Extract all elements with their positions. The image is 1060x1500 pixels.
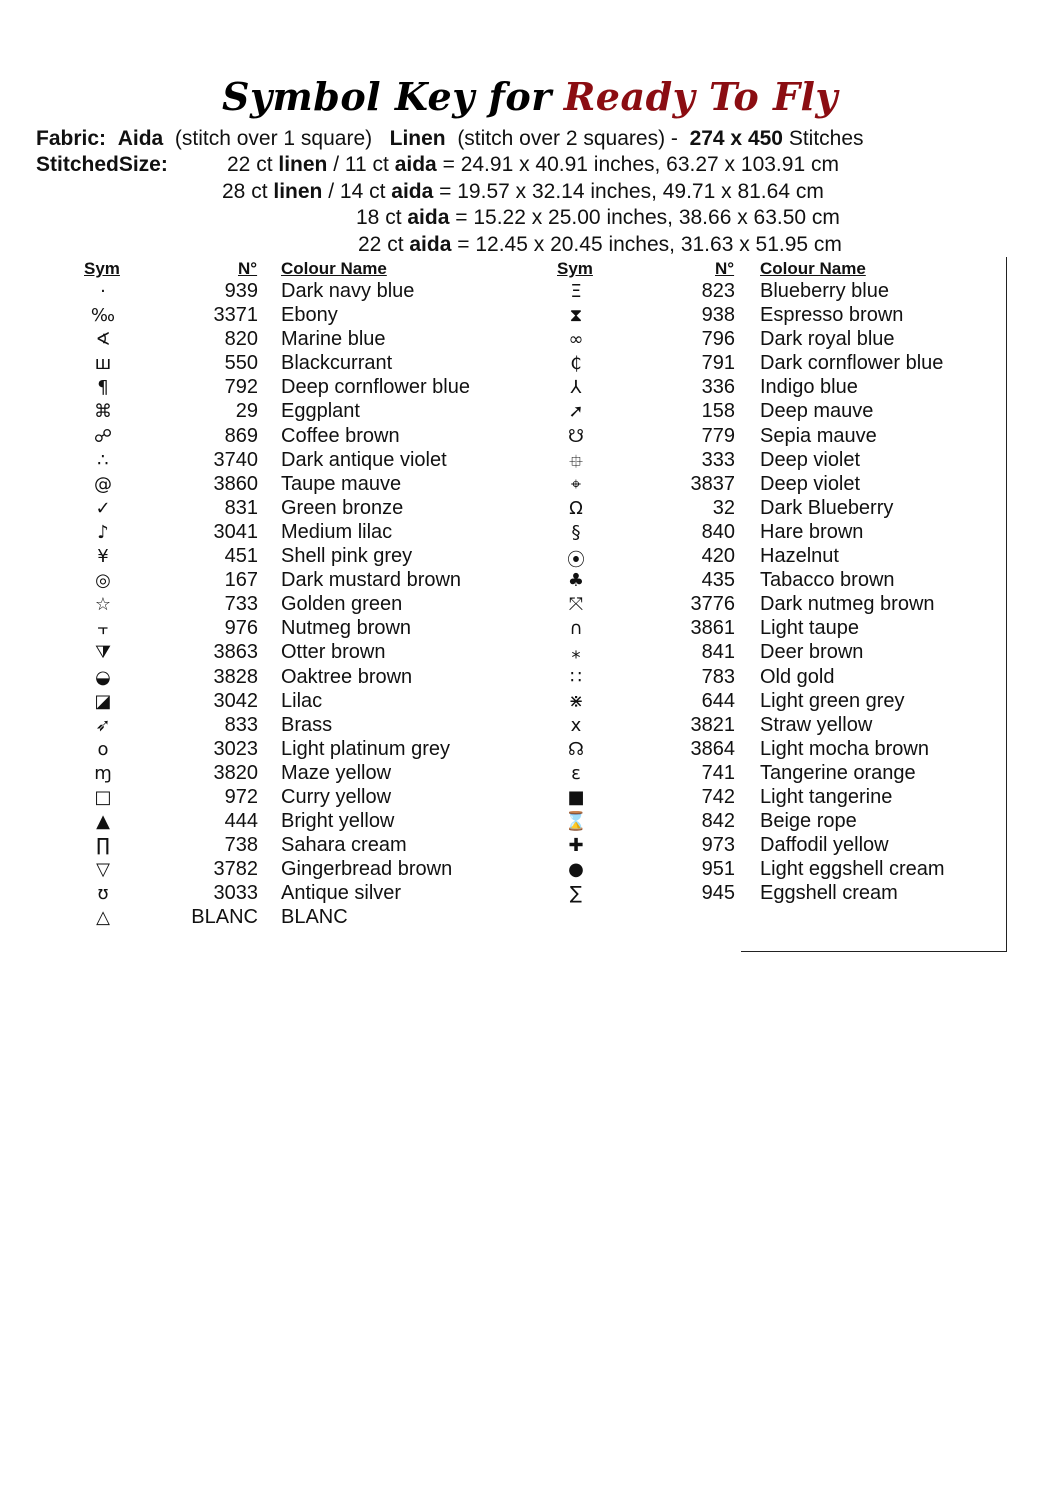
fabric-linen: Linen <box>389 127 446 150</box>
symbol-icon: ⌖ <box>570 473 582 495</box>
colour-name: Brass <box>281 713 333 736</box>
colour-name: Dark royal blue <box>760 328 895 351</box>
legend-row <box>556 569 1026 593</box>
legend-row <box>556 666 1026 690</box>
floss-number: 3023 <box>213 737 258 760</box>
legend-row <box>556 521 1026 545</box>
legend-row <box>83 738 553 762</box>
symbol-icon: ● <box>568 859 584 881</box>
symbol-icon: ⋇ <box>568 690 584 712</box>
colour-name: Dark navy blue <box>281 280 415 302</box>
header-sym-left: Sym <box>84 259 120 278</box>
colour-name: Tangerine orange <box>760 761 916 784</box>
symbol-icon: ⤧ <box>568 594 584 616</box>
symbol-icon: ⯐ <box>569 451 583 473</box>
legend-row <box>556 810 1026 834</box>
legend-row <box>556 593 1026 617</box>
floss-number: 435 <box>701 569 735 592</box>
legend-row <box>556 882 1026 906</box>
legend-row <box>556 449 1026 473</box>
legend-row <box>556 473 1026 497</box>
symbol-icon: ∞ <box>568 329 584 351</box>
stitch-word: Stitches <box>788 127 864 150</box>
symbol-icon: △ <box>96 907 110 929</box>
floss-number: 158 <box>701 400 735 423</box>
floss-number: 820 <box>224 328 258 351</box>
legend-row <box>83 666 553 690</box>
floss-number: 840 <box>701 520 735 543</box>
header-name-left: Colour Name <box>281 259 387 278</box>
colour-name: Dark cornflower blue <box>760 352 944 375</box>
table-right-border <box>1006 257 1007 952</box>
colour-name: Deep mauve <box>760 400 874 423</box>
colour-name: Taupe mauve <box>281 472 402 495</box>
stitched-size-label: StitchedSize: <box>36 153 168 176</box>
header-num-left: N° <box>238 259 258 278</box>
floss-number: 869 <box>224 424 258 447</box>
symbol-icon: o <box>97 738 109 760</box>
colour-name: Hazelnut <box>760 545 839 568</box>
floss-number: 3782 <box>213 858 258 881</box>
floss-number: 3837 <box>690 472 735 495</box>
stitch-count: 274 x 450 <box>689 127 783 150</box>
legend-row <box>556 545 1026 572</box>
symbol-icon: ◎ <box>95 570 111 592</box>
symbol-icon: ➶ <box>95 714 111 736</box>
fabric-aida: Aida <box>117 127 164 150</box>
symbol-icon: ⧩ <box>94 642 112 664</box>
legend-row <box>83 304 553 328</box>
symbol-icon: § <box>571 521 581 543</box>
floss-number: 742 <box>701 785 735 808</box>
pattern-name: Ready To Fly <box>563 74 838 119</box>
legend-row <box>556 786 1026 810</box>
legend-row <box>83 473 553 497</box>
colour-name: Nutmeg brown <box>281 617 412 640</box>
symbol-icon: ∏ <box>96 835 110 857</box>
symbol-icon: ♪ <box>97 521 109 543</box>
floss-number: 3863 <box>213 641 258 664</box>
symbol-icon: ш <box>94 353 112 375</box>
colour-name: Antique silver <box>281 882 402 905</box>
floss-number: 3033 <box>213 882 258 905</box>
stitched-size-line-4: 22 ct aida = 12.45 x 20.45 inches, 31.63 x 51.95 cm <box>358 233 842 256</box>
floss-number: 738 <box>224 834 258 857</box>
legend-row <box>556 280 1026 304</box>
legend-row <box>556 617 1026 641</box>
header-name-right: Colour Name <box>760 259 866 278</box>
floss-number: 976 <box>224 617 258 640</box>
symbol-icon: · <box>100 281 106 302</box>
colour-name: Light green grey <box>760 689 905 712</box>
legend-row <box>83 425 553 449</box>
colour-name: Deep violet <box>760 472 861 495</box>
title-prefix: Symbol Key for <box>222 74 552 119</box>
stitched-size-line-1: 22 ct linen / 11 ct aida = 24.91 x 40.91 inches, 63.27 x 103.91 cm <box>227 153 839 176</box>
floss-number: 945 <box>701 882 735 905</box>
colour-name: Otter brown <box>281 641 386 664</box>
symbol-icon: ⫟ <box>97 618 109 640</box>
legend-row <box>83 280 553 304</box>
legend-row <box>556 690 1026 714</box>
symbol-icon: @ <box>94 473 112 495</box>
colour-name: Eggshell cream <box>760 882 898 905</box>
floss-number: 3828 <box>213 665 258 688</box>
legend-row <box>83 376 553 400</box>
colour-name: Beige rope <box>760 810 857 833</box>
symbol-icon: ɛ <box>571 762 581 784</box>
symbol-icon: ■ <box>567 786 585 808</box>
colour-name: Lilac <box>281 689 323 712</box>
colour-name: Deer brown <box>760 641 864 664</box>
legend-row <box>556 834 1026 858</box>
colour-name: Light tangerine <box>760 785 893 808</box>
colour-name: Medium lilac <box>281 520 393 543</box>
symbol-icon: ⌘ <box>94 401 112 423</box>
symbol-icon: ✓ <box>95 497 111 519</box>
legend-row <box>556 641 1026 665</box>
colour-name: Curry yellow <box>281 785 392 808</box>
colour-name: Oaktree brown <box>281 665 413 688</box>
floss-number: BLANC <box>191 906 258 929</box>
floss-number: 420 <box>701 545 735 568</box>
floss-number: 3041 <box>213 520 258 543</box>
floss-number: 972 <box>224 785 258 808</box>
legend-row <box>556 328 1026 352</box>
symbol-icon: ➚ <box>568 401 584 423</box>
floss-number: 3371 <box>213 304 258 327</box>
floss-number: 841 <box>701 641 735 664</box>
colour-name: Light taupe <box>760 617 859 640</box>
legend-row <box>83 497 553 521</box>
floss-number: 333 <box>701 448 735 471</box>
legend-row <box>556 762 1026 786</box>
legend-row <box>556 400 1026 424</box>
floss-number: 842 <box>701 810 735 833</box>
symbol-icon: ☋ <box>568 425 584 447</box>
colour-name: Marine blue <box>281 328 386 351</box>
symbol-icon: □ <box>94 786 112 808</box>
symbol-icon: ∑ <box>569 883 583 905</box>
legend-row <box>556 376 1026 400</box>
floss-number: 823 <box>701 280 735 302</box>
legend-row <box>556 714 1026 738</box>
symbol-icon: ⦿ <box>567 550 585 572</box>
colour-name: Old gold <box>760 665 835 688</box>
symbol-icon: ‰ <box>90 305 116 327</box>
colour-name: Deep violet <box>760 448 861 471</box>
colour-name: Blueberry blue <box>760 280 889 302</box>
legend-row <box>83 400 553 424</box>
colour-name: Shell pink grey <box>281 545 413 568</box>
legend-row <box>556 497 1026 521</box>
floss-number: 733 <box>224 593 258 616</box>
symbol-icon: Ω <box>569 497 583 519</box>
fabric-linen-note: (stitch over 2 squares) - <box>457 127 678 150</box>
colour-name: Light eggshell cream <box>760 858 945 881</box>
symbol-icon: ∩ <box>569 618 583 640</box>
floss-number: 791 <box>701 352 735 375</box>
floss-number: 796 <box>701 328 735 351</box>
colour-name: Sepia mauve <box>760 424 877 447</box>
floss-number: 938 <box>701 304 735 327</box>
colour-name: Sahara cream <box>281 834 407 857</box>
symbol-icon: ☍ <box>93 425 113 447</box>
floss-number: 444 <box>224 810 258 833</box>
floss-number: 32 <box>712 496 735 519</box>
header-sym-right: Sym <box>557 259 593 278</box>
symbol-icon: ⧗ <box>569 305 583 327</box>
legend-row <box>83 762 553 786</box>
colour-name: Tabacco brown <box>760 569 895 592</box>
legend-row <box>556 858 1026 882</box>
floss-number: 741 <box>701 761 735 784</box>
colour-name: Maze yellow <box>281 761 392 784</box>
colour-name: Hare brown <box>760 520 864 543</box>
symbol-icon: ¶ <box>97 377 109 399</box>
floss-number: 939 <box>224 280 258 302</box>
legend-row <box>556 738 1026 762</box>
floss-number: 779 <box>701 424 735 447</box>
symbol-icon: ⁎ <box>571 642 581 664</box>
colour-name: Gingerbread brown <box>281 858 453 881</box>
floss-number: 3820 <box>213 761 258 784</box>
colour-name: Eggplant <box>281 400 360 423</box>
legend-row <box>83 810 553 834</box>
symbol-icon: ⌛ <box>564 811 588 833</box>
symbol-icon: ∴ <box>97 449 109 471</box>
colour-name: BLANC <box>281 906 348 929</box>
legend-row <box>83 882 553 906</box>
colour-name: Daffodil yellow <box>760 834 889 857</box>
symbol-icon: ¥ <box>97 546 109 568</box>
floss-number: 451 <box>224 545 258 568</box>
symbol-icon: ∷ <box>570 666 582 688</box>
symbol-icon: ▲ <box>96 811 110 833</box>
stitched-size-line-3: 18 ct aida = 15.22 x 25.00 inches, 38.66 x 63.50 cm <box>356 206 840 229</box>
legend-row <box>83 449 553 473</box>
floss-number: 3864 <box>690 737 735 760</box>
colour-name: Indigo blue <box>760 376 858 399</box>
legend-row <box>83 714 553 738</box>
floss-number: 3740 <box>213 448 258 471</box>
legend-row <box>83 786 553 810</box>
colour-name: Bright yellow <box>281 810 395 833</box>
colour-name: Deep cornflower blue <box>281 376 470 399</box>
symbol-icon: ✚ <box>568 835 584 857</box>
floss-number: 167 <box>224 569 258 592</box>
legend-row <box>556 352 1026 376</box>
symbol-icon: ▽ <box>96 859 110 881</box>
legend-row <box>83 328 553 352</box>
legend-row <box>83 834 553 858</box>
symbol-icon: ☆ <box>94 594 112 616</box>
legend-column-left <box>83 280 553 931</box>
legend-row <box>556 425 1026 449</box>
fabric-line <box>36 126 864 152</box>
legend-row <box>83 858 553 882</box>
floss-number: 783 <box>701 665 735 688</box>
fabric-aida-note: (stitch over 1 square) <box>174 127 373 150</box>
legend-row <box>83 569 553 593</box>
page-title <box>0 74 1060 119</box>
symbol-icon: ◒ <box>95 666 111 688</box>
colour-name: Coffee brown <box>281 424 400 447</box>
colour-name: Light platinum grey <box>281 737 450 760</box>
table-bottom-border <box>741 951 1007 952</box>
symbol-icon: ʊ <box>97 883 109 905</box>
legend-row <box>83 690 553 714</box>
colour-name: Dark nutmeg brown <box>760 593 935 616</box>
symbol-icon: Ξ <box>570 281 582 302</box>
colour-name: Dark Blueberry <box>760 496 894 519</box>
floss-number: 3861 <box>690 617 735 640</box>
floss-number: 3776 <box>690 593 735 616</box>
floss-number: 833 <box>224 713 258 736</box>
legend-row <box>83 617 553 641</box>
floss-number: 973 <box>701 834 735 857</box>
legend-row <box>83 521 553 545</box>
fabric-label: Fabric: <box>36 127 107 150</box>
legend-row <box>83 545 553 569</box>
symbol-icon: ☊ <box>568 738 584 760</box>
floss-number: 550 <box>224 352 258 375</box>
colour-name: Green bronze <box>281 496 404 519</box>
colour-name: Golden green <box>281 593 403 616</box>
floss-number: 792 <box>224 376 258 399</box>
legend-row <box>83 352 553 376</box>
floss-number: 951 <box>701 858 735 881</box>
floss-number: 644 <box>701 689 735 712</box>
colour-name: Straw yellow <box>760 713 873 736</box>
legend-row <box>83 641 553 665</box>
floss-number: 3821 <box>690 713 735 736</box>
symbol-icon: x <box>570 714 582 736</box>
legend-row <box>556 304 1026 328</box>
symbol-icon: ₵ <box>570 353 582 375</box>
floss-number: 3042 <box>213 689 258 712</box>
legend-row <box>83 593 553 617</box>
colour-name: Espresso brown <box>760 304 904 327</box>
legend-row <box>83 906 553 930</box>
header-num-right: N° <box>715 259 735 278</box>
colour-name: Dark antique violet <box>281 448 447 471</box>
symbol-icon: ⅄ <box>570 377 582 399</box>
symbol-icon: ∢ <box>95 329 111 351</box>
symbol-icon: ɱ <box>94 762 112 784</box>
floss-number: 3860 <box>213 472 258 495</box>
colour-name: Blackcurrant <box>281 352 393 375</box>
symbol-icon: ♣ <box>567 570 585 592</box>
colour-name: Dark mustard brown <box>281 569 462 592</box>
colour-name: Light mocha brown <box>760 737 929 760</box>
stitched-size-line-2: 28 ct linen / 14 ct aida = 19.57 x 32.14 inches, 49.71 x 81.64 cm <box>222 180 824 203</box>
legend-column-right <box>556 280 1026 906</box>
floss-number: 336 <box>701 376 735 399</box>
floss-number: 29 <box>235 400 258 423</box>
colour-name: Ebony <box>281 304 338 327</box>
symbol-icon: ◪ <box>94 690 112 712</box>
floss-number: 831 <box>224 496 258 519</box>
